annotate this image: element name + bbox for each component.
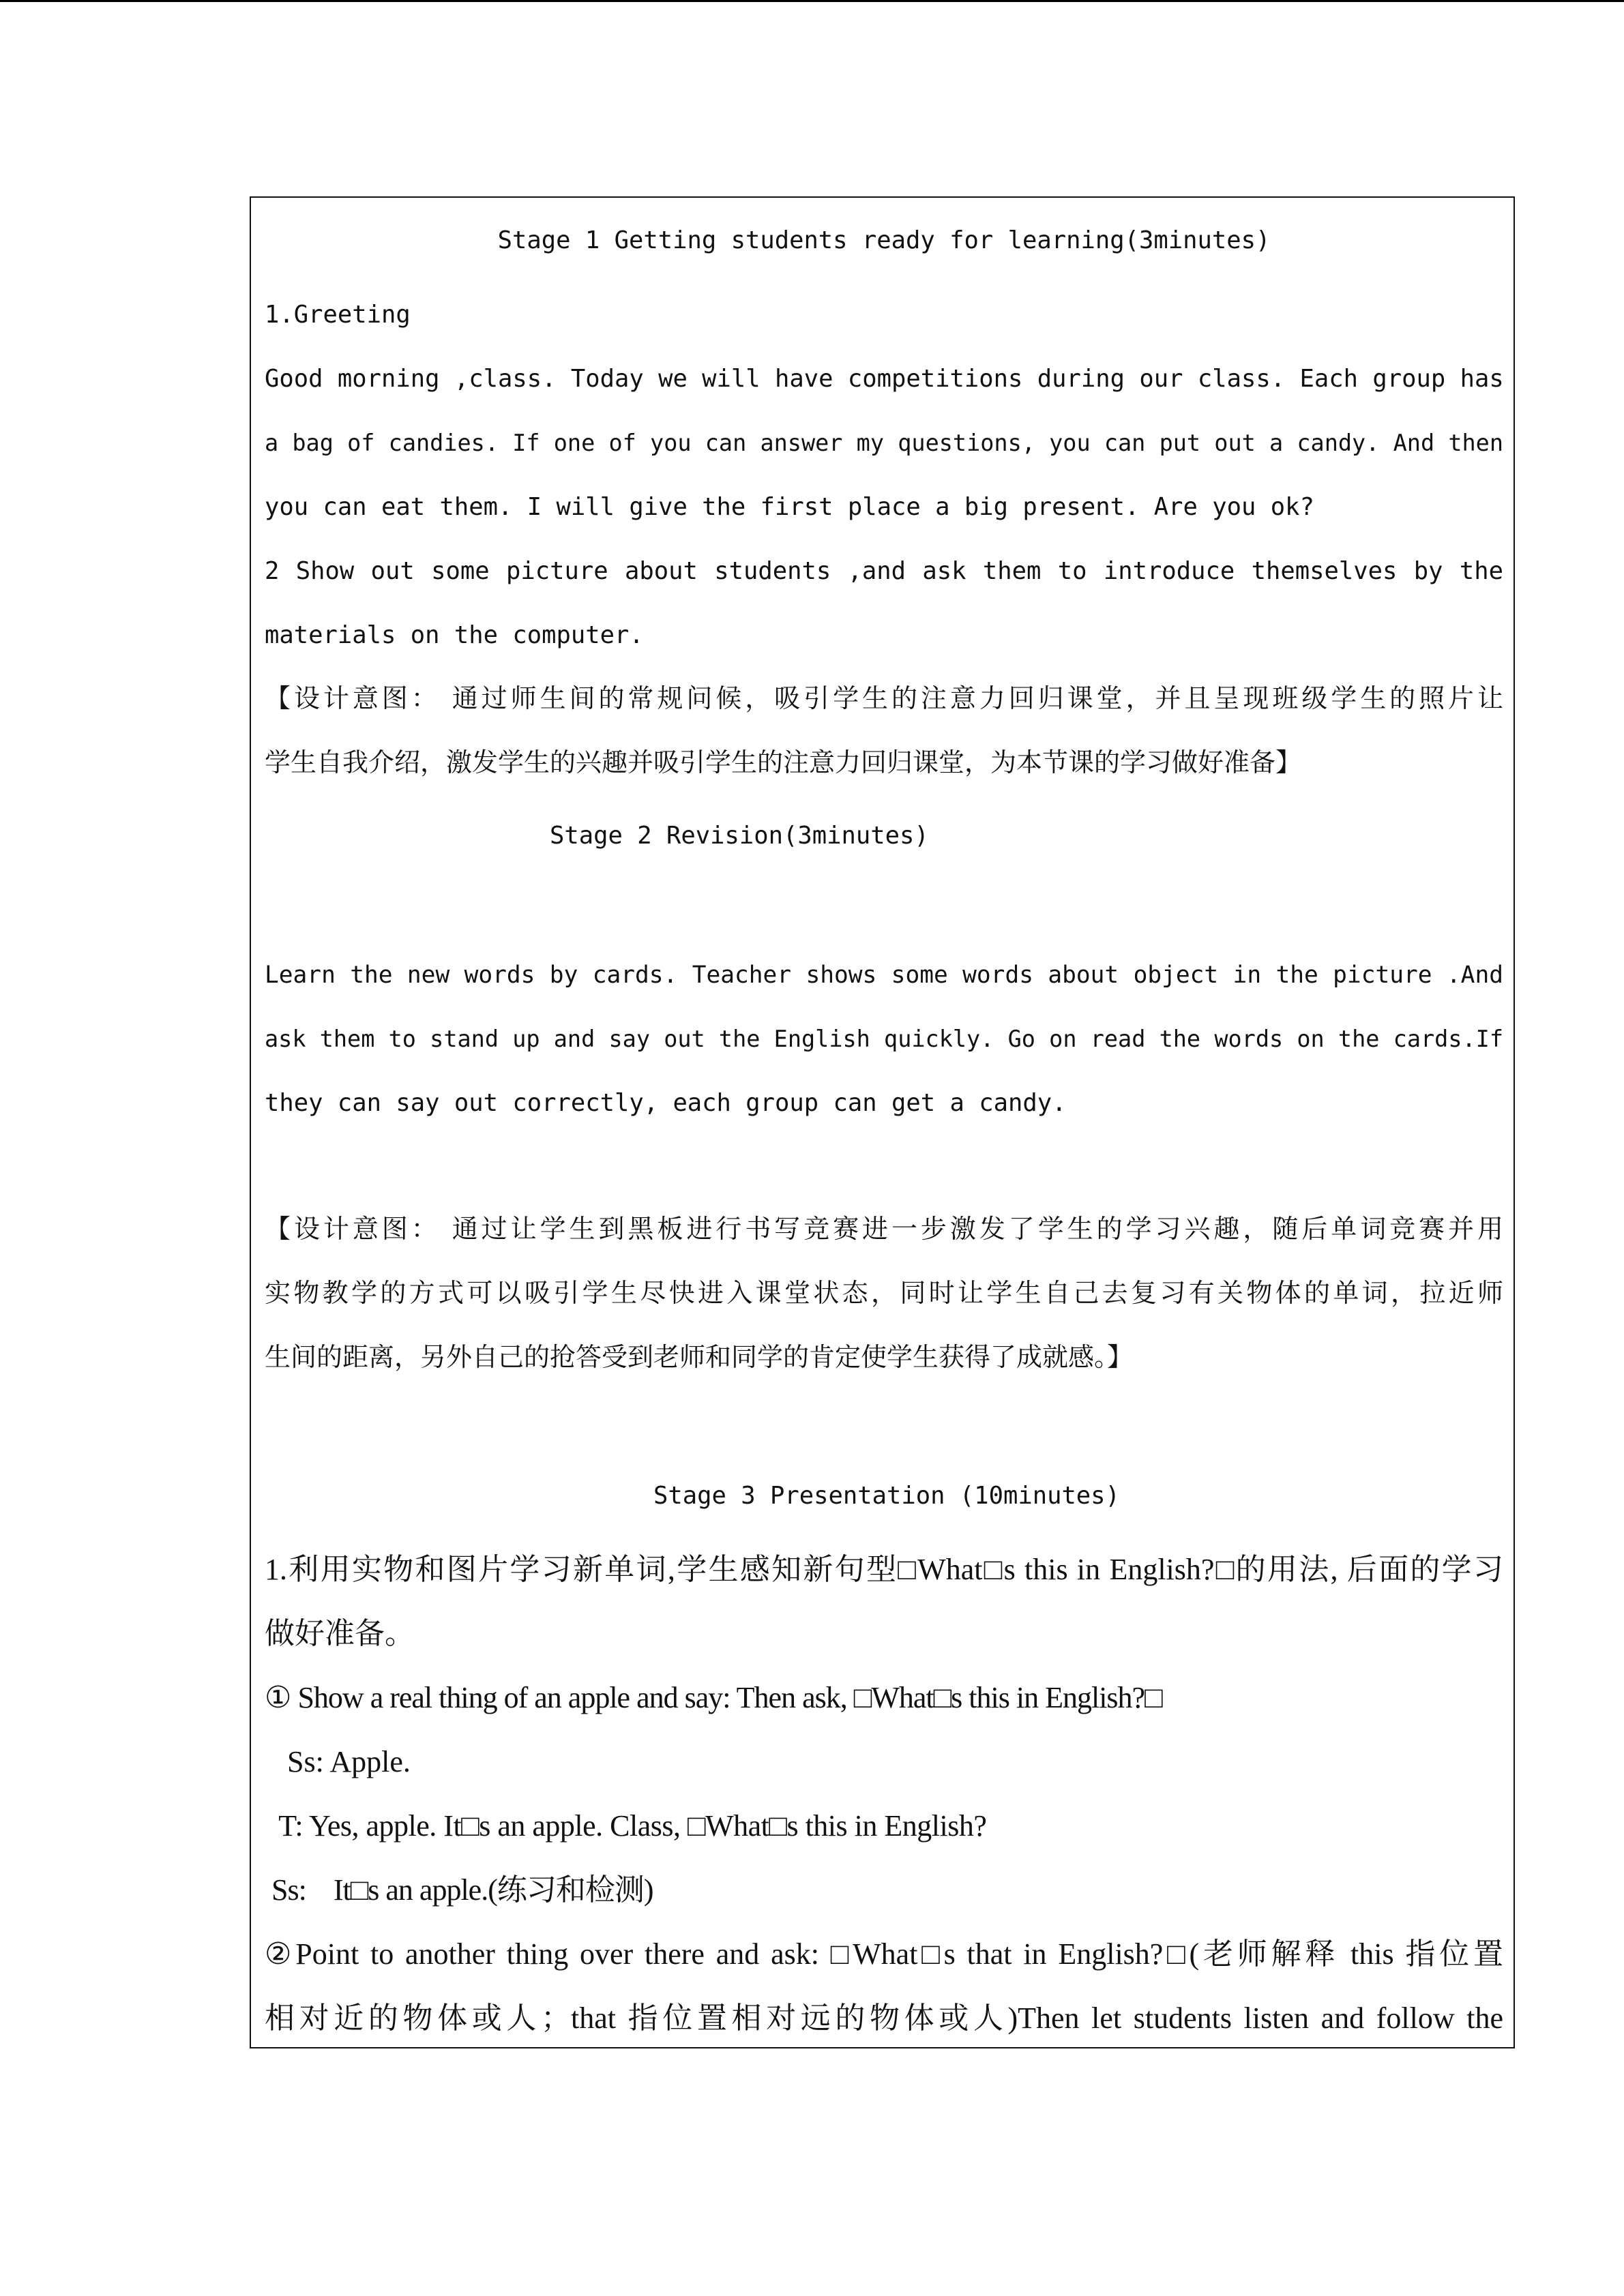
stage3-line-7: ②Point to another thing over there and ask: □What□s that in English?□(老师解释 this 指位置 — [265, 1937, 1503, 1971]
greeting-heading: 1.Greeting — [265, 301, 411, 329]
greeting-line-3: you can eat them. I will give the first place a big present. Are you ok? — [265, 493, 1314, 521]
stage3-line-6: Ss: It□s an apple.(练习和检测) — [265, 1873, 653, 1907]
stage2-line-3: they can say out correctly, each group can get a candy. — [265, 1089, 1067, 1117]
stage2-line-2: ask them to stand up and say out the English quickly. Go on read the words on the cards.If — [265, 1026, 1503, 1052]
stage3-line-4: Ss: Apple. — [265, 1745, 411, 1778]
greeting-line-1: Good morning ,class. Today we will have competitions during our class. Each group has — [265, 365, 1504, 393]
stage3-line-8: 相对近的物体或人；that 指位置相对远的物体或人)Then let students listen and follow the — [265, 2001, 1503, 2035]
stage1-intent-line-2: 学生自我介绍，激发学生的兴趣并吸引学生的注意力回归课堂，为本节课的学习做好准备】 — [265, 747, 1302, 777]
stage1-title: Stage 1 Getting students ready for learning(3minutes) — [497, 226, 1271, 254]
page-top-border — [0, 0, 1624, 2]
stage3-line-2: 做好准备。 — [265, 1617, 415, 1650]
stage1-intent-line-1: 【设计意图： 通过师生间的常规问候，吸引学生的注意力回归课堂，并且呈现班级学生的照片让 — [265, 683, 1503, 713]
stage2-intent-line-1: 【设计意图： 通过让学生到黑板进行书写竞赛进一步激发了学生的学习兴趣，随后单词竞赛并用 — [265, 1214, 1503, 1244]
stage3-line-1: 1.利用实物和图片学习新单词,学生感知新句型□What□s this in English?□的用法, 后面的学习 — [265, 1553, 1503, 1586]
stage2-title: Stage 2 Revision(3minutes) — [550, 822, 929, 850]
stage2-intent-line-3: 生间的距离，另外自己的抢答受到老师和同学的肯定使学生获得了成就感。】 — [265, 1342, 1134, 1372]
stage2-intent-line-2: 实物教学的方式可以吸引学生尽快进入课堂状态，同时让学生自己去复习有关物体的单词，拉近师 — [265, 1278, 1503, 1308]
greeting-line-2: a bag of candies. If one of you can answer my questions, you can put out a candy. And then — [265, 430, 1503, 456]
stage3-title: Stage 3 Presentation (10minutes) — [653, 1482, 1120, 1510]
stage3-line-3: ① Show a real thing of an apple and say: Then ask, □What□s this in English?□ — [265, 1681, 1162, 1714]
stage2-line-1: Learn the new words by cards. Teacher shows some words about object in the picture .And — [265, 961, 1503, 989]
show-line-2: materials on the computer. — [265, 621, 644, 649]
stage3-line-5: T: Yes, apple. It□s an apple. Class, □What□s this in English? — [265, 1809, 987, 1843]
show-line-1: 2 Show out some picture about students ,and ask them to introduce themselves by the — [265, 557, 1503, 585]
